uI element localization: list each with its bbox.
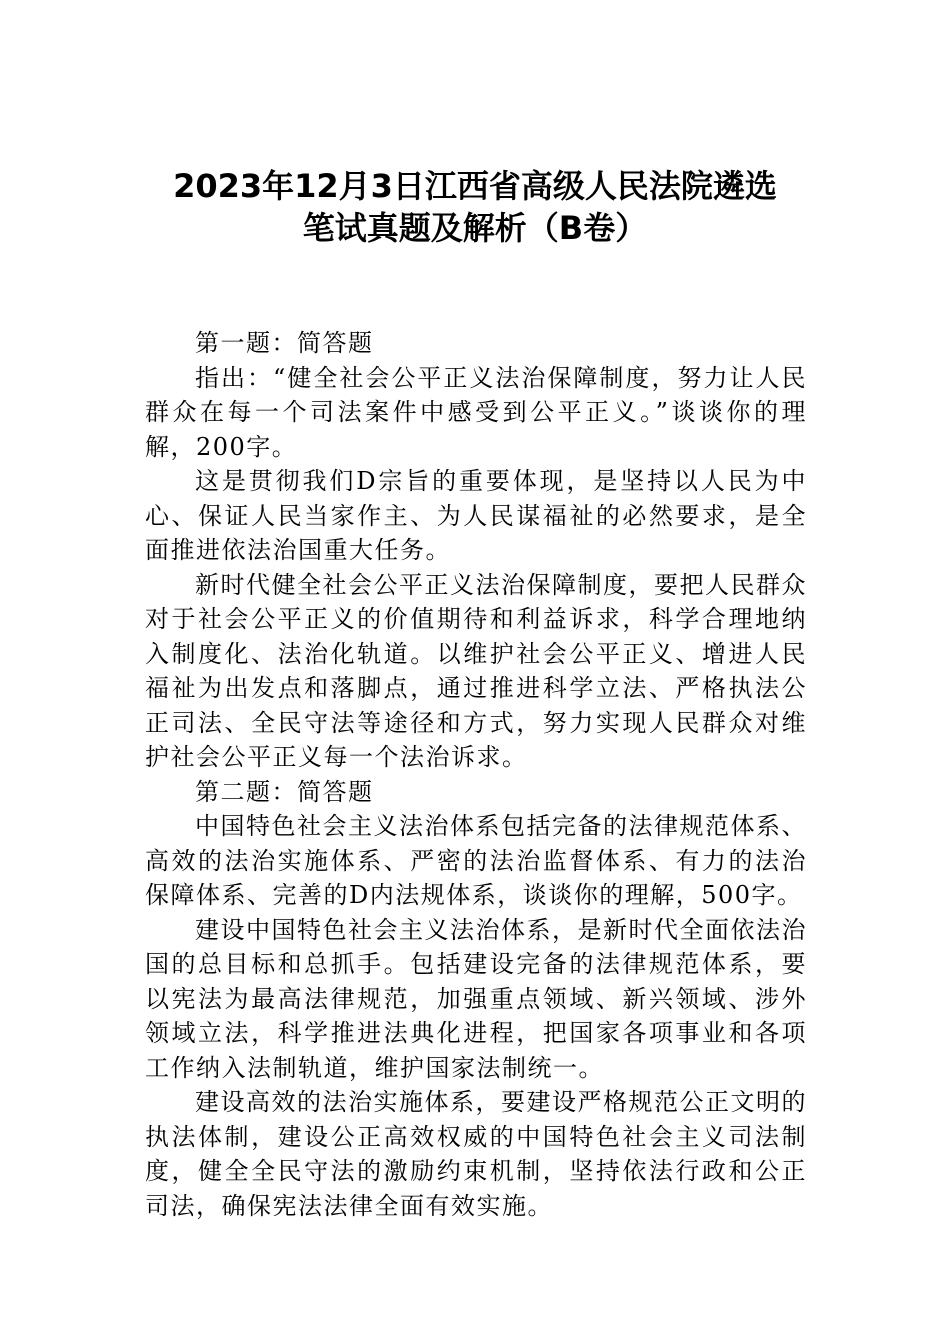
- document-title-line-1: 2023年12月3日江西省高级人民法院遴选: [173, 167, 777, 205]
- document-title-line-2: 笔试真题及解析（B卷）: [302, 209, 648, 247]
- question-2-prompt: 中国特色社会主义法治体系包括完备的法律规范体系、高效的法治实施体系、严密的法治监督体系、有力的法治保障体系、完善的D内法规体系，谈谈你的理解，500字。: [145, 812, 807, 909]
- document-body: [145, 326, 807, 1223]
- answer-1-paragraph-2: 新时代健全社会公平正义法治保障制度，要把人民群众对于社会公平正义的价值期待和利益诉求，科学合理地纳入制度化、法治化轨道。以维护社会公平正义、增进人民福祉为出发点和落脚点，通过推进科学立法、严格执法公正司法、全民守法等途径和方式，努力实现人民群众对维护社会公平正义每一个法治诉求。: [145, 570, 807, 771]
- answer-2-paragraph-2: 建设高效的法治实施体系，要建设严格规范公正文明的执法体制，建设公正高效权威的中国特色社会主义司法制度，健全全民守法的激励约束机制，坚持依法行政和公正司法，确保宪法法律全面有效实施。: [145, 1088, 807, 1220]
- question-1-heading: 第一题：简答题: [195, 329, 374, 357]
- question-2-heading: 第二题：简答题: [195, 777, 374, 806]
- answer-1-paragraph-1: 这是贯彻我们D宗旨的重要体现，是坚持以人民为中心、保证人民当家作主、为人民谋福祉的必然要求，是全面推进依法治国重大任务。: [145, 467, 807, 564]
- answer-2-paragraph-1: 建设中国特色社会主义法治体系，是新时代全面依法治国的总目标和总抓手。包括建设完备的法律规范体系，要以宪法为最高法律规范，加强重点领域、新兴领域、涉外领域立法，科学推进法典化进程，把国家各项事业和各项工作纳入法制轨道，维护国家法制统一。: [145, 915, 807, 1082]
- question-1-prompt: 指出：“健全社会公平正义法治保障制度，努力让人民群众在每一个司法案件中感受到公平正义。”谈谈你的理解，200字。: [145, 363, 807, 461]
